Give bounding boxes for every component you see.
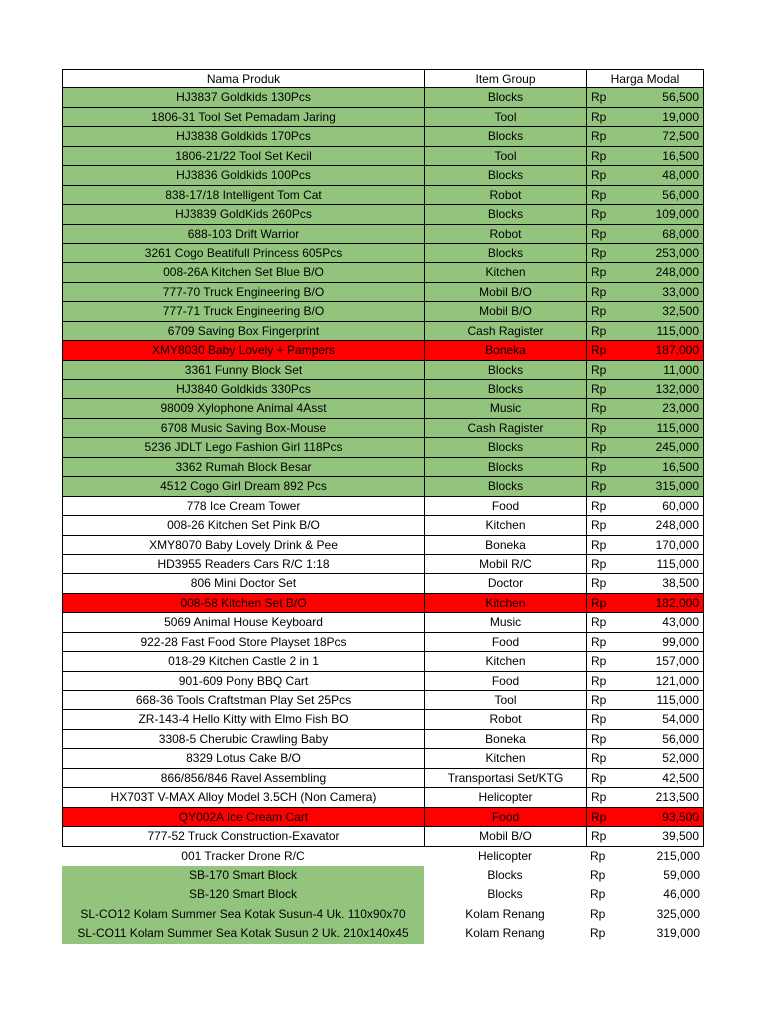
cell-harga-modal [586,691,704,710]
currency-label: Rp [591,459,607,474]
cell-item-group: Blocks [487,887,523,902]
cell-item-group: Mobil B/O [424,827,586,846]
price-value: 319,000 [656,926,700,941]
cell-item-group: Robot [424,225,586,244]
cell-item-group: Blocks [424,477,586,496]
table-row [62,458,704,477]
cell-nama-produk: 3261 Cogo Beatifull Princess 605Pcs [62,244,424,263]
cell-item-group: Blocks [424,205,586,224]
cell-item-group: Blocks [424,380,586,399]
price-value: 325,000 [656,906,700,921]
cell-nama-produk: 008-26A Kitchen Set Blue B/O [62,263,424,282]
currency-label: Rp [591,479,607,494]
cell-nama-produk: XMY8070 Baby Lovely Drink & Pee [62,536,424,555]
cell-item-group: Cash Ragister [424,322,586,341]
table-row [62,691,704,710]
cell-nama-produk: 777-52 Truck Construction-Exavator [62,827,424,846]
table-row [62,749,704,768]
cell-nama-produk: 8329 Lotus Cake B/O [62,749,424,768]
table-row [62,477,704,496]
table-row [62,574,704,593]
price-value: 16,500 [662,459,699,474]
cell-item-group: Blocks [424,458,586,477]
cell-nama-produk: 1806-21/22 Tool Set Kecil [62,147,424,166]
cell-harga-modal [586,516,704,535]
currency-label: Rp [591,770,607,785]
cell-item-group: Tool [424,691,586,710]
currency-label: Rp [591,731,607,746]
cell-harga-modal [586,419,704,438]
table-row [62,672,704,691]
cell-harga-modal [586,399,704,418]
table-row [62,186,704,205]
price-value: 187,000 [655,343,699,358]
cell-harga-modal [586,127,704,146]
cell-nama-produk: 6708 Music Saving Box-Mouse [62,419,424,438]
cell-nama-produk: 4512 Cogo Girl Dream 892 Pcs [62,477,424,496]
cell-nama-produk: HJ3839 GoldKids 260Pcs [62,205,424,224]
cell-nama-produk: 838-17/18 Intelligent Tom Cat [62,186,424,205]
currency-label: Rp [591,226,607,241]
cell-nama-produk: HJ3838 Goldkids 170Pcs [62,127,424,146]
price-value: 213,500 [655,790,699,805]
currency-label: Rp [591,129,607,144]
table-row [62,555,704,574]
cell-harga-modal [586,924,704,943]
table-row [62,283,704,302]
price-value: 60,000 [662,498,699,513]
table-row [62,361,704,380]
price-value: 54,000 [662,712,699,727]
cell-harga-modal [586,710,704,729]
cell-harga-modal [586,788,704,807]
cell-nama-produk: 777-70 Truck Engineering B/O [62,283,424,302]
cell-harga-modal [586,847,704,866]
cell-item-group: Food [424,808,586,827]
currency-label: Rp [591,401,607,416]
cell-nama-produk: 1806-31 Tool Set Pemadam Jaring [62,108,424,127]
currency-label: Rp [591,518,607,533]
currency-label: Rp [591,673,607,688]
cell-nama-produk: 866/856/846 Ravel Assembling [62,769,424,788]
price-value: 38,500 [662,576,699,591]
table-row [62,302,704,321]
cell-nama-produk: SB-170 Smart Block [62,866,424,885]
cell-nama-produk: 008-26 Kitchen Set Pink B/O [62,516,424,535]
currency-label: Rp [590,906,606,921]
cell-nama-produk: ZR-143-4 Hello Kitty with Elmo Fish BO [62,710,424,729]
table-row [62,633,704,652]
table-row [62,516,704,535]
cell-nama-produk: SL-CO11 Kolam Summer Sea Kotak Susun 2 Uk. 210x140x45 [62,924,424,943]
table-row [62,808,704,827]
price-value: 115,000 [656,556,699,571]
price-value: 253,000 [655,245,699,260]
currency-label: Rp [590,848,606,863]
table-row [62,108,704,127]
table-row [62,730,704,749]
currency-label: Rp [590,926,606,941]
cell-nama-produk: XMY8030 Baby Lovely + Pampers [62,341,424,360]
currency-label: Rp [591,654,607,669]
currency-label: Rp [591,207,607,222]
cell-nama-produk: 5069 Animal House Keyboard [62,613,424,632]
currency-label: Rp [591,576,607,591]
cell-item-group: Blocks [424,244,586,263]
cell-item-group: Blocks [487,867,523,882]
price-value: 248,000 [655,265,699,280]
price-value: 39,500 [662,829,699,844]
currency-label: Rp [591,751,607,766]
cell-harga-modal [586,283,704,302]
cell-item-group: Music [424,399,586,418]
cell-nama-produk: 001 Tracker Drone R/C [181,848,305,863]
cell-item-group: Helicopter [424,788,586,807]
cell-harga-modal [586,866,704,885]
cell-nama-produk: HD3955 Readers Cars R/C 1:18 [62,555,424,574]
cell-harga-modal [586,827,704,846]
price-value: 170,000 [655,537,699,552]
cell-harga-modal [586,147,704,166]
currency-label: Rp [591,265,607,280]
cell-nama-produk: 901-609 Pony BBQ Cart [62,672,424,691]
price-value: 56,000 [662,731,699,746]
cell-item-group: Transportasi Set/KTG [424,769,586,788]
cell-nama-produk: 3361 Funny Block Set [62,361,424,380]
currency-label: Rp [591,829,607,844]
cell-harga-modal [586,263,704,282]
price-value: 11,000 [663,362,699,377]
table-row [62,147,704,166]
cell-nama-produk: HJ3840 Goldkids 330Pcs [62,380,424,399]
header-harga-modal: Harga Modal [586,69,704,88]
cell-item-group: Blocks [424,361,586,380]
table-row [62,594,704,613]
cell-harga-modal [586,536,704,555]
currency-label: Rp [591,498,607,513]
cell-nama-produk: HJ3837 Goldkids 130Pcs [62,88,424,107]
cell-nama-produk: 778 Ice Cream Tower [62,497,424,516]
table-row [62,419,704,438]
table-row [62,827,704,846]
cell-harga-modal [586,769,704,788]
cell-nama-produk: SB-120 Smart Block [62,885,424,904]
currency-label: Rp [591,168,607,183]
table-row [62,788,704,807]
currency-label: Rp [591,323,607,338]
cell-nama-produk: 008-58 Kitchen Set B/O [62,594,424,613]
price-value: 48,000 [662,168,699,183]
price-value: 23,000 [662,401,699,416]
table-row [62,263,704,282]
table-row [62,613,704,632]
cell-item-group: Kolam Renang [465,926,545,941]
price-value: 19,000 [662,109,699,124]
table-row [62,438,704,457]
price-value: 59,000 [663,867,700,882]
table-row [62,885,704,904]
cell-harga-modal [586,905,704,924]
currency-label: Rp [591,595,607,610]
cell-nama-produk: HJ3836 Goldkids 100Pcs [62,166,424,185]
currency-label: Rp [591,382,607,396]
cell-harga-modal [586,361,704,380]
currency-label: Rp [590,887,606,902]
cell-item-group: Blocks [424,88,586,107]
price-value: 248,000 [655,518,699,533]
header-item-group: Item Group [424,69,586,88]
table-row [62,710,704,729]
cell-harga-modal [586,108,704,127]
cell-item-group: Cash Ragister [424,419,586,438]
table-row [62,380,704,399]
table-row [62,244,704,263]
table-row [62,536,704,555]
currency-label: Rp [591,362,607,377]
cell-item-group: Boneka [424,341,586,360]
price-value: 245,000 [655,440,699,455]
cell-harga-modal [586,225,704,244]
table-row [62,88,704,107]
price-value: 42,500 [662,770,699,785]
table-header-row [62,69,704,88]
price-value: 99,000 [662,634,699,649]
currency-label: Rp [591,304,607,319]
cell-item-group: Food [424,497,586,516]
price-value: 115,000 [656,693,699,707]
table-row [62,322,704,341]
cell-harga-modal [586,166,704,185]
table-row [62,127,704,146]
currency-label: Rp [591,712,607,727]
cell-item-group: Kitchen [424,516,586,535]
cell-harga-modal [586,594,704,613]
cell-harga-modal [586,555,704,574]
cell-item-group: Boneka [424,536,586,555]
cell-item-group: Food [424,633,586,652]
cell-harga-modal [586,458,704,477]
table-row [62,497,704,516]
cell-harga-modal [586,633,704,652]
cell-harga-modal [586,613,704,632]
price-value: 132,000 [655,382,699,396]
price-value: 115,000 [656,323,699,338]
cell-item-group: Blocks [424,438,586,457]
price-value: 43,000 [662,615,699,630]
price-value: 56,000 [662,187,699,202]
table-row [62,652,704,671]
cell-item-group: Kitchen [424,652,586,671]
cell-harga-modal [586,186,704,205]
cell-item-group: Kitchen [424,749,586,768]
price-value: 16,500 [662,148,699,163]
cell-harga-modal [586,88,704,107]
cell-item-group: Boneka [424,730,586,749]
price-value: 46,000 [663,887,700,902]
cell-harga-modal [586,749,704,768]
cell-item-group: Robot [424,186,586,205]
table-body [62,88,704,943]
cell-item-group: Tool [424,147,586,166]
cell-nama-produk: 98009 Xylophone Animal 4Asst [62,399,424,418]
cell-harga-modal [586,244,704,263]
cell-item-group: Blocks [424,127,586,146]
cell-harga-modal [586,380,704,399]
price-value: 115,000 [656,420,699,435]
cell-item-group: Kitchen [424,263,586,282]
table-row [62,341,704,360]
cell-harga-modal [586,497,704,516]
cell-item-group: Mobil R/C [424,555,586,574]
cell-nama-produk: 688-103 Drift Warrior [62,225,424,244]
cell-harga-modal [586,341,704,360]
price-value: 315,000 [655,479,699,494]
price-value: 33,000 [662,284,699,299]
currency-label: Rp [591,187,607,202]
cell-harga-modal [586,302,704,321]
cell-nama-produk: 3308-5 Cherubic Crawling Baby [62,730,424,749]
price-value: 56,500 [662,90,699,105]
header-nama-produk: Nama Produk [62,69,424,88]
price-value: 215,000 [656,848,700,863]
price-table [62,69,704,944]
cell-nama-produk: QY002A Ice Cream Cart [62,808,424,827]
cell-harga-modal [586,438,704,457]
cell-item-group: Music [424,613,586,632]
table-row [62,166,704,185]
cell-harga-modal [586,477,704,496]
cell-item-group: Kitchen [424,594,586,613]
currency-label: Rp [591,537,607,552]
table-row [62,924,704,943]
cell-nama-produk: 777-71 Truck Engineering B/O [62,302,424,321]
price-value: 72,500 [662,129,699,144]
cell-item-group: Mobil B/O [424,302,586,321]
price-value: 68,000 [662,226,699,241]
cell-nama-produk: 018-29 Kitchen Castle 2 in 1 [62,652,424,671]
cell-harga-modal [586,205,704,224]
currency-label: Rp [591,90,607,105]
price-value: 93,500 [662,809,699,824]
cell-nama-produk: 806 Mini Doctor Set [62,574,424,593]
table-row [62,399,704,418]
currency-label: Rp [591,109,607,124]
price-value: 157,000 [655,654,699,669]
table-row [62,866,704,885]
cell-harga-modal [586,652,704,671]
cell-nama-produk: 3362 Rumah Block Besar [62,458,424,477]
currency-label: Rp [591,634,607,649]
table-row [62,225,704,244]
cell-item-group: Food [424,672,586,691]
currency-label: Rp [591,343,607,358]
currency-label: Rp [591,809,607,824]
price-value: 121,000 [655,673,699,688]
cell-harga-modal [586,885,704,904]
cell-nama-produk: 922-28 Fast Food Store Playset 18Pcs [62,633,424,652]
currency-label: Rp [591,790,607,805]
table-row [62,905,704,924]
price-value: 182,000 [655,595,699,610]
cell-harga-modal [586,730,704,749]
table-row [62,205,704,224]
cell-item-group: Doctor [424,574,586,593]
currency-label: Rp [591,615,607,630]
cell-item-group: Helicopter [477,848,533,863]
cell-harga-modal [586,322,704,341]
table-row [62,769,704,788]
cell-item-group: Blocks [424,166,586,185]
table-row [62,847,704,866]
cell-harga-modal [586,672,704,691]
cell-nama-produk: HX703T V-MAX Alloy Model 3.5CH (Non Camera) [62,788,424,807]
cell-harga-modal [586,574,704,593]
currency-label: Rp [591,148,607,163]
price-value: 32,500 [662,304,699,319]
currency-label: Rp [591,693,607,707]
currency-label: Rp [591,245,607,260]
cell-nama-produk: 6709 Saving Box Fingerprint [62,322,424,341]
cell-harga-modal [586,808,704,827]
cell-item-group: Tool [424,108,586,127]
currency-label: Rp [591,420,607,435]
currency-label: Rp [590,867,606,882]
currency-label: Rp [591,556,607,571]
price-value: 109,000 [655,207,699,222]
cell-nama-produk: 668-36 Tools Craftstman Play Set 25Pcs [62,691,424,710]
currency-label: Rp [591,284,607,299]
cell-item-group: Robot [424,710,586,729]
cell-item-group: Mobil B/O [424,283,586,302]
cell-nama-produk: SL-CO12 Kolam Summer Sea Kotak Susun-4 Uk. 110x90x70 [62,905,424,924]
cell-item-group: Kolam Renang [465,906,545,921]
currency-label: Rp [591,440,607,455]
price-value: 52,000 [662,751,699,766]
cell-nama-produk: 5236 JDLT Lego Fashion Girl 118Pcs [62,438,424,457]
